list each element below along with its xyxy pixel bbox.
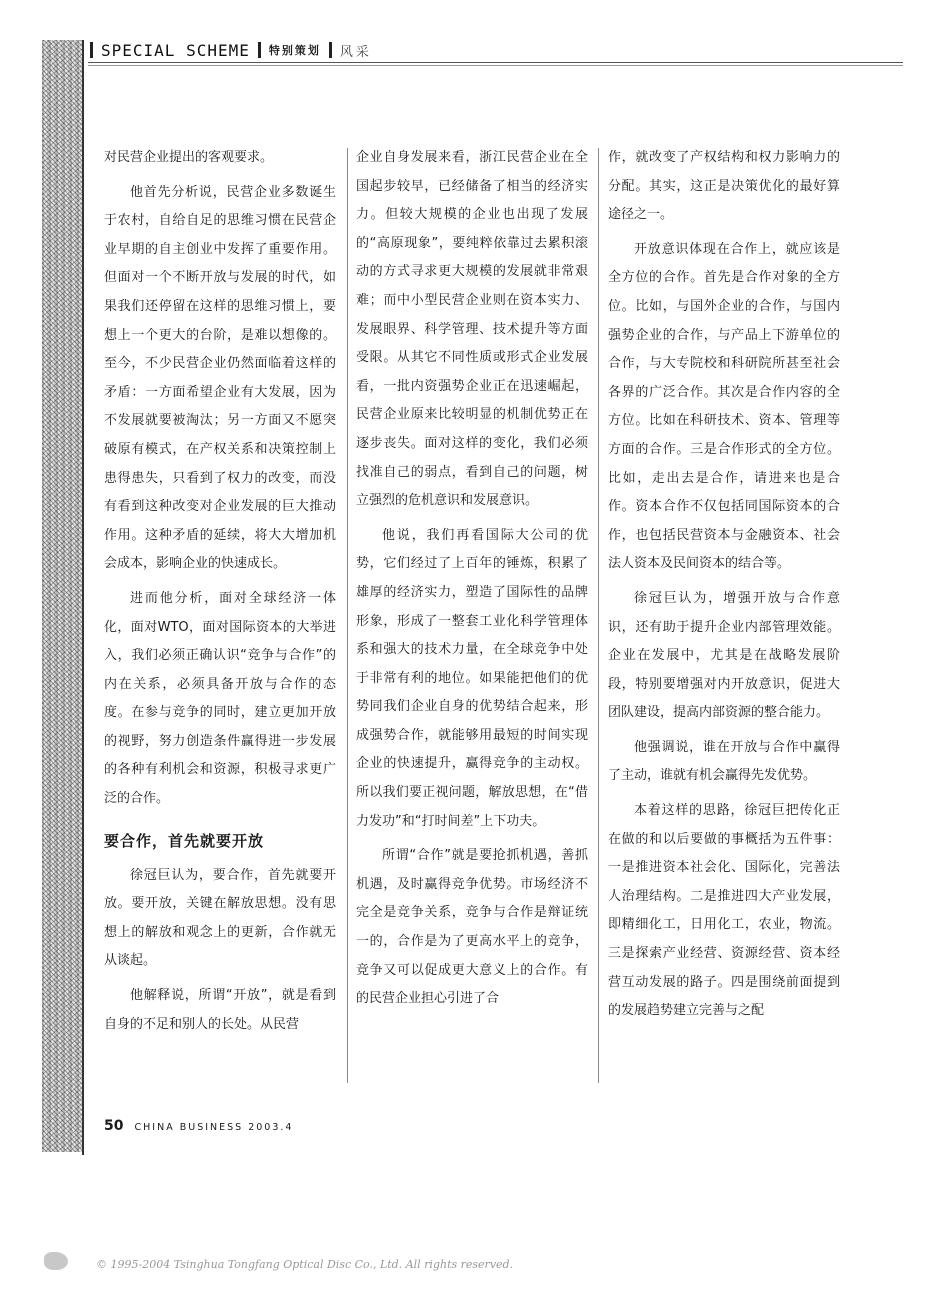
article-column-2 [356,144,588,1020]
paragraph: 他首先分析说，民营企业多数诞生于农村，自给自足的思维习惯在民营企业早期的自主创业中发挥了重要作用。但面对一个不断开放与发展的时代，如果我们还停留在这样的思维习惯上，要想上一个更大的台阶，是难以想像的。至今，不少民营企业仍然面临着这样的矛盾：一方面希望企业有大发展，因为不发展就要被淘汰；另一方面又不愿突破原有模式，在产权关系和决策控制上患得患失，只看到了权力的改变，而没有看到这种改变对企业发展的巨大推动作用。这种矛盾的延续，将大大增加机会成本，影响企业的快速成长。 [104,184,336,572]
page-footer [104,1118,293,1134]
paragraph: 徐冠巨认为，增强开放与合作意识，还有助于提升企业内部管理效能。企业在发展中，尤其是在战略发展阶段，特别要增强对内开放意识，促进大团队建设，提高内部资源的整合能力。 [608,590,840,721]
publisher-logo-icon [44,1252,68,1270]
paragraph: 他说，我们再看国际大公司的优势，它们经过了上百年的锤炼，积累了雄厚的经济实力，塑造了国际性的品牌形象，形成了一整套工业化科学管理体系和强大的技术力量，在全球竞争中处于非常有利的地位。如果能把他们的优势同我们企业自身的优势结合起来，形成强势合作，就能够用最短的时间实现企业的快速提升，赢得竞争的主动权。所以我们要正视问题，解放思想，在“借力发功”和“打时间差”上下功夫。 [356,527,588,829]
paragraph: 企业自身发展来看，浙江民营企业在全国起步较早，已经储备了相当的经济实力。但较大规模的企业也出现了发展的“高原现象”，要纯粹依靠过去累积滚动的方式寻求更大规模的发展就非常艰难；而中小型民营企业则在资本实力、发展眼界、科学管理、技术提升等方面受限。从其它不同性质或形式企业发展看，一批内资强势企业正在迅速崛起，民营企业原来比较明显的机制优势正在逐步丧失。面对这样的变化，我们必须找准自己的弱点，看到自己的问题，树立强烈的危机意识和发展意识。 [356,150,588,509]
page-header [88,38,908,62]
section-heading: 要合作，首先就要开放 [104,831,265,850]
header-column-name: 风采 [339,44,372,60]
paragraph: 他解释说，所谓“开放”，就是看到自身的不足和别人的长处。从民营 [104,988,336,1032]
paragraph: 本着这样的思路，徐冠巨把传化正在做的和以后要做的事概括为五件事：一是推进资本社会化、国际化，完善法人治理结构。二是推进四大产业发展，即精细化工，日用化工，农业，物流。三是探索产业经营、资源经营、资本经营互动发展的路子。四是围绕前面提到的发展趋势建立完善与之配 [608,803,840,1019]
paragraph: 徐冠巨认为，要合作，首先就要开放。要开放，关键在解放思想。没有思想上的解放和观念上的更新，合作就无从谈起。 [104,867,336,969]
article-column-1 [104,144,336,1045]
copyright-notice: © 1995-2004 Tsinghua Tongfang Optical Disc Co., Ltd. All rights reserved. [96,1258,514,1271]
column-divider [598,148,599,1083]
paragraph: 开放意识体现在合作上，就应该是全方位的合作。首先是合作对象的全方位。比如，与国外企业的合作，与国内强势企业的合作，与产品上下游单位的合作，与大专院校和科研院所甚至社会各界的广泛合作。其次是合作内容的全方位。比如在科研技术、资本、管理等方面的合作。三是合作形式的全方位。比如，走出去是合作，请进来也是合作。资本合作不仅包括同国际资本的合作，也包括民营资本与金融资本、社会法人资本及民间资本的结合等。 [608,241,840,572]
header-divider [329,42,332,58]
column-divider [347,148,348,1083]
header-rule-thin [88,65,903,66]
header-divider [90,42,93,58]
paragraph: 他强调说，谁在开放与合作中赢得了主动，谁就有机会赢得先发优势。 [608,739,840,784]
paragraph: 进而他分析，面对全球经济一体化，面对WTO，面对国际资本的大举进入，我们必须正确认识“竞争与合作”的内在关系，必须具备开放与合作的态度。在参与竞争的同时，建立更加开放的视野，努力创造条件赢得进一步发展的各种有利机会和资源，积极寻求更广泛的合作。 [104,590,336,807]
magazine-issue: CHINA BUSINESS 2003.4 [134,1122,294,1133]
header-section-zh: 特别策划 [268,44,321,57]
spine-rule [82,40,84,1155]
paragraph: 对民营企业提出的客观要求。 [104,150,274,165]
header-divider [258,42,261,58]
header-rule [88,62,903,63]
paragraph: 所谓“合作”就是要抢抓机遇，善抓机遇，及时赢得竞争优势。市场经济不完全是竞争关系，竞争与合作是辩证统一的，合作是为了更高水平上的竞争，竞争又可以促成更大意义上的合作。有的民营企业担心引进了合 [356,848,588,1007]
header-section-en: SPECIAL SCHEME [101,40,250,60]
paragraph: 作，就改变了产权结构和权力影响力的分配。其实，这正是决策优化的最好算途径之一。 [608,150,840,223]
binding-spine-texture [42,40,82,1152]
page-number: 50 [104,1118,124,1134]
article-column-3 [608,144,840,1032]
